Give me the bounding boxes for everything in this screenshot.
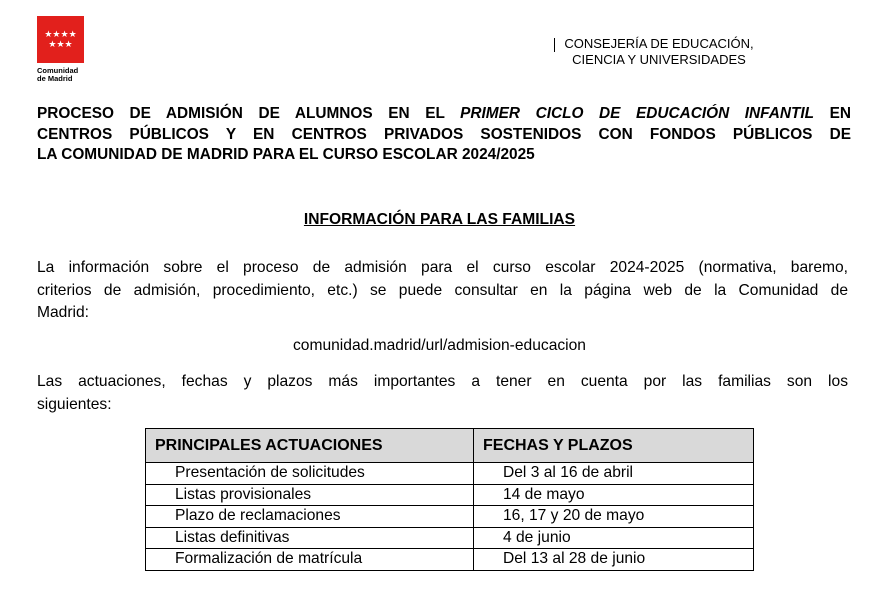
date-cell: 14 de mayo [474,484,754,506]
date-cell: 16, 17 y 20 de mayo [474,506,754,528]
date-cell: Del 3 al 16 de abril [474,463,754,485]
comunidad-madrid-logo [37,16,89,83]
action-cell: Plazo de reclamaciones [146,506,474,528]
table-row [146,549,754,571]
action-cell: Listas definitivas [146,527,474,549]
paragraph1-line3: Madrid: [37,304,89,321]
logo-name-line1: Comunidad [37,66,79,75]
column-header-dates: FECHAS Y PLAZOS [474,429,754,463]
title-line1-a: PROCESO DE ADMISIÓN DE ALUMNOS EN EL [37,105,461,122]
paragraph2-line2: siguientes: [37,395,112,413]
paragraph2-line1: Las actuaciones, fechas y plazos más importantes a tener en cuenta por las familias son los [37,373,848,390]
department-line2: CIENCIA Y UNIVERSIDADES [572,52,746,67]
table-row [146,527,754,549]
title-line1-italic: PRIMER CICLO DE EDUCACIÓN INFANTIL [460,105,815,122]
department-header [554,36,764,68]
info-paragraph [37,257,848,325]
schedule-table [145,428,754,571]
title-line3: LA COMUNIDAD DE MADRID PARA EL CURSO ESCOLAR 2024/2025 [37,146,535,163]
logo-flag-icon [37,16,84,63]
column-header-actions: PRINCIPALES ACTUACIONES [146,429,474,463]
actions-paragraph [37,371,848,416]
section-heading [0,211,879,229]
department-line1: CONSEJERÍA DE EDUCACIÓN, [564,36,754,51]
action-cell: Formalización de matrícula [146,549,474,571]
paragraph1-line1: La información sobre el proceso de admisión para el curso escolar 2024-2025 (normativa, baremo, [37,259,848,276]
title-line2: CENTROS PÚBLICOS Y EN CENTROS PRIVADOS SOSTENIDOS CON FONDOS PÚBLICOS DE [37,125,851,143]
stars-icon: ★★★★ [44,29,77,39]
action-cell: Presentación de solicitudes [146,463,474,485]
title-line1-b: EN [814,105,852,122]
logo-name-line2: de Madrid [37,74,73,83]
stars-icon: ★★★ [48,39,73,49]
action-cell: Listas provisionales [146,484,474,506]
table-row [146,506,754,528]
date-cell: 4 de junio [474,527,754,549]
date-cell: Del 13 al 28 de junio [474,549,754,571]
paragraph1-line2: criterios de admisión, procedimiento, etc.) se puede consultar en la página web de la Comunidad de [37,281,848,299]
table-header-row [146,429,754,463]
section-heading-text: INFORMACIÓN PARA LAS FAMILIAS [303,211,576,228]
table-row [146,484,754,506]
table-row [146,463,754,485]
document-title [37,104,851,166]
admission-url: comunidad.madrid/url/admision-educacion [293,337,586,354]
